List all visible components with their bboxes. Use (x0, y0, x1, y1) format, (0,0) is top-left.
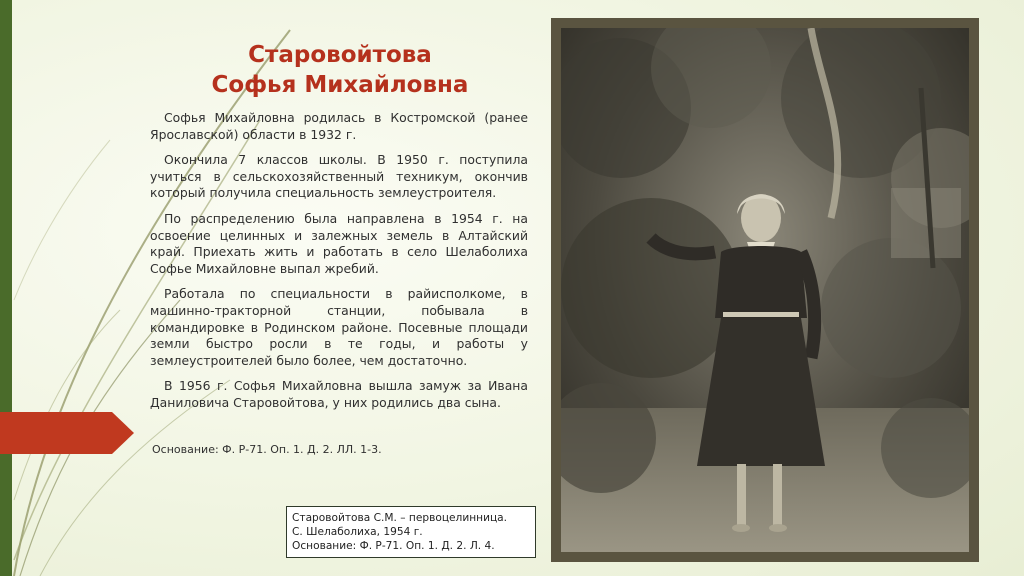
photo-caption (286, 506, 536, 558)
paragraph-family: В 1956 г. Софья Михайловна вышла замуж за Ивана Даниловича Старовойтова, у них родились два сына. (150, 378, 528, 410)
biography-text (150, 110, 528, 421)
page-title (150, 40, 530, 100)
title-name: Софья Михайловна (211, 72, 469, 98)
paragraph-education: Окончила 7 классов школы. В 1950 г. поступила учиться в сельскохозяйственный техникум, окончив который получила специальность землеустроителя. (150, 152, 528, 201)
photo-frame (551, 18, 979, 562)
red-arrow-shape (0, 412, 134, 454)
paragraph-assignment: По распределению была направлена в 1954 г. на освоение целинных и залежных земель в Алтайский край. Приехать жить и работать в село Шелаболиха Софье Михайловне выпал жребий. (150, 210, 528, 276)
caption-line-3: Основание: Ф. Р-71. Оп. 1. Д. 2. Л. 4. (292, 540, 495, 552)
source-reference: Основание: Ф. Р-71. Оп. 1. Д. 2. ЛЛ. 1-3. (152, 443, 382, 456)
title-surname: Старовойтова (248, 42, 432, 68)
paragraph-birth: Софья Михайловна родилась в Костромской (ранее Ярославской) области в 1932 г. (150, 110, 528, 142)
portrait-photo (561, 28, 969, 552)
caption-line-1: Старовойтова С.М. – первоцелинница. (292, 512, 508, 524)
paragraph-work: Работала по специальности в райисполкоме, в машинно-тракторной станции, побывала в командировке в Родинском районе. Посевные площади земли быстро росли в те годы, и работы у землеустроителей было более, чем достаточно. (150, 286, 528, 368)
caption-line-2: С. Шелаболиха, 1954 г. (292, 526, 423, 538)
